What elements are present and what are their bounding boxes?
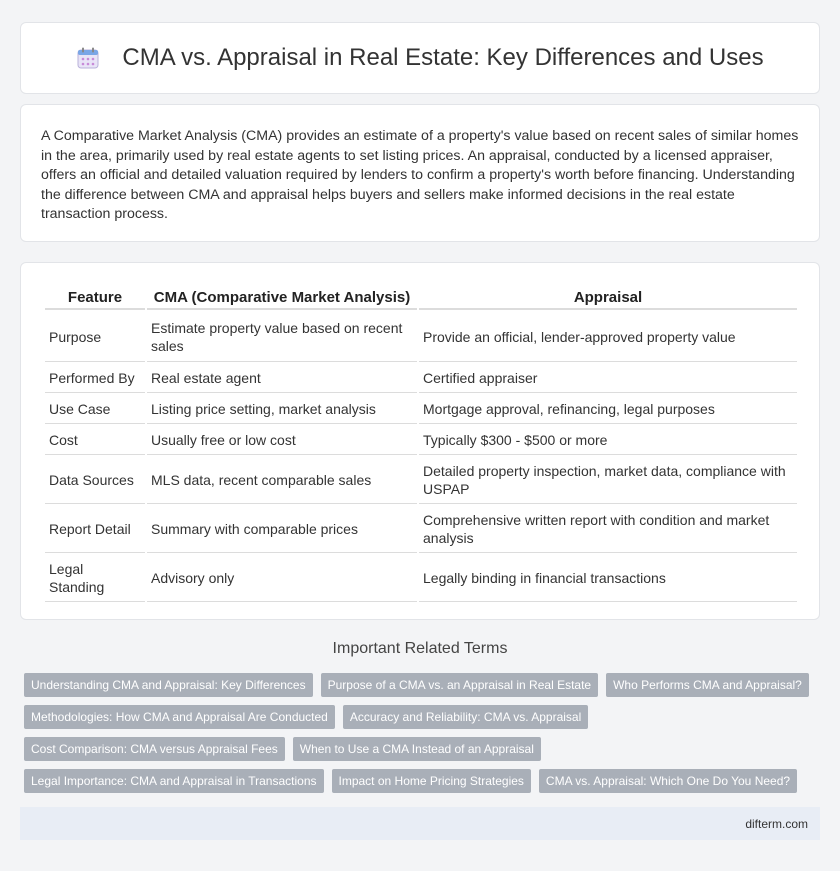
row-cma: Listing price setting, market analysis [147, 395, 417, 424]
term-tag[interactable]: CMA vs. Appraisal: Which One Do You Need? [539, 769, 797, 793]
table-row [45, 395, 797, 424]
row-feature: Performed By [45, 364, 145, 393]
related-terms-list [24, 673, 820, 801]
row-appraisal: Typically $300 - $500 or more [419, 426, 797, 455]
term-tag[interactable]: Purpose of a CMA vs. an Appraisal in Real Estate [321, 673, 598, 697]
row-cma: Usually free or low cost [147, 426, 417, 455]
row-cma: Summary with comparable prices [147, 506, 417, 553]
table-row [45, 364, 797, 393]
table-row [45, 426, 797, 455]
term-tag[interactable]: Who Performs CMA and Appraisal? [606, 673, 809, 697]
term-tag[interactable]: Methodologies: How CMA and Appraisal Are Conducted [24, 705, 335, 729]
page-title: CMA vs. Appraisal in Real Estate: Key Differences and Uses [122, 44, 764, 71]
table-row [45, 555, 797, 602]
title-card [20, 22, 820, 94]
term-tag[interactable]: Understanding CMA and Appraisal: Key Differences [24, 673, 313, 697]
row-appraisal: Comprehensive written report with condition and market analysis [419, 506, 797, 553]
row-cma: Advisory only [147, 555, 417, 602]
row-feature: Use Case [45, 395, 145, 424]
row-cma: Real estate agent [147, 364, 417, 393]
row-appraisal: Certified appraiser [419, 364, 797, 393]
related-terms-title: Important Related Terms [332, 640, 508, 657]
table-row [45, 506, 797, 553]
row-cma: Estimate property value based on recent sales [147, 312, 417, 362]
term-tag[interactable]: When to Use a CMA Instead of an Appraisal [293, 737, 541, 761]
table-row [45, 457, 797, 504]
row-appraisal: Legally binding in financial transactions [419, 555, 797, 602]
term-tag[interactable]: Legal Importance: CMA and Appraisal in Transactions [24, 769, 324, 793]
header-appraisal: Appraisal [419, 285, 797, 310]
table-row [45, 312, 797, 362]
row-appraisal: Detailed property inspection, market data, compliance with USPAP [419, 457, 797, 504]
row-feature: Purpose [45, 312, 145, 362]
intro-text: A Comparative Market Analysis (CMA) provides an estimate of a property's value based on recent sales of similar homes in the area, primarily used by real estate agents to set listing prices. An appraisal, conducted by a licensed appraiser, offers an official and detailed valuation required by lenders to confirm a property's worth before financing. Understanding the difference between CMA and appraisal helps buyers and sellers make informed decisions in the real estate transaction process. [41, 128, 799, 223]
term-tag[interactable]: Impact on Home Pricing Strategies [332, 769, 531, 793]
row-feature: Cost [45, 426, 145, 455]
row-cma: MLS data, recent comparable sales [147, 457, 417, 504]
footer [20, 807, 820, 840]
calendar-icon [76, 46, 100, 70]
comparison-table [43, 283, 799, 604]
term-tag[interactable]: Accuracy and Reliability: CMA vs. Appraisal [343, 705, 588, 729]
row-appraisal: Mortgage approval, refinancing, legal purposes [419, 395, 797, 424]
row-feature: Report Detail [45, 506, 145, 553]
comparison-table-card [20, 262, 820, 620]
row-appraisal: Provide an official, lender-approved property value [419, 312, 797, 362]
footer-site-link[interactable]: difterm.com [745, 817, 808, 831]
row-feature: Data Sources [45, 457, 145, 504]
header-feature: Feature [45, 285, 145, 310]
term-tag[interactable]: Cost Comparison: CMA versus Appraisal Fees [24, 737, 285, 761]
row-feature: Legal Standing [45, 555, 145, 602]
table-header-row [45, 285, 797, 310]
intro-card [20, 104, 820, 242]
header-cma: CMA (Comparative Market Analysis) [147, 285, 417, 310]
